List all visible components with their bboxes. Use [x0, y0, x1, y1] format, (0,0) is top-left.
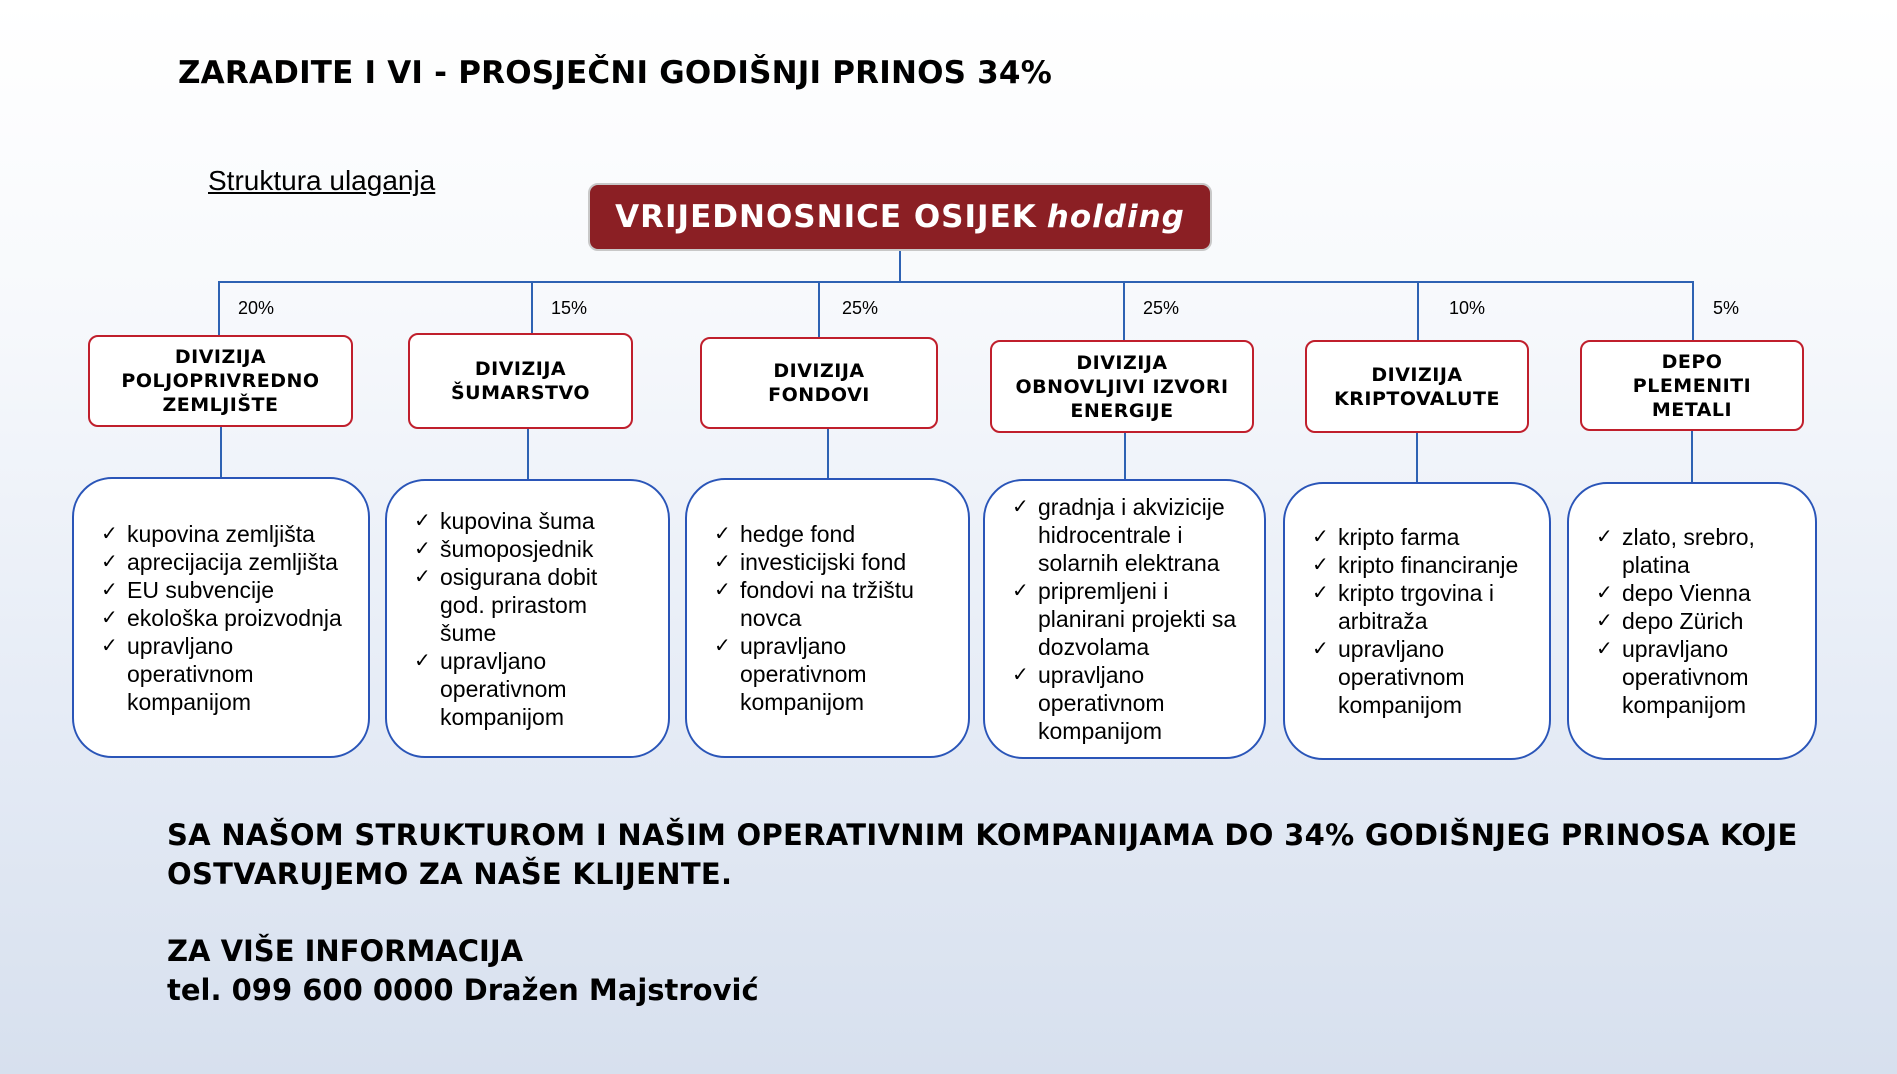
list-item [101, 576, 342, 604]
division-6-title: DEPO PLEMENITI METALI [1632, 350, 1752, 421]
division-5-percent: 10% [1449, 298, 1486, 318]
list-item [414, 563, 597, 647]
checkmark-icon: ✓ [1012, 580, 1029, 602]
holding-connector [899, 251, 901, 282]
holding-box [588, 183, 1212, 251]
checkmark-icon: ✓ [1012, 664, 1029, 686]
page-headline: ZARADITE I VI - PROSJEČNI GODIŠNJI PRINOS 34% [178, 55, 1052, 91]
checkmark-icon: ✓ [714, 579, 731, 601]
division-1-title: DIVIZIJA POLJOPRIVREDNO ZEMLJIŠTE [121, 346, 320, 416]
list-item-text: investicijski fond [740, 549, 907, 575]
list-item [1312, 635, 1518, 719]
list-item [1312, 579, 1518, 635]
info-title: ZA VIŠE INFORMACIJA [167, 934, 524, 968]
checkmark-icon: ✓ [101, 634, 118, 657]
checkmark-icon: ✓ [1596, 610, 1613, 632]
division-1-bottom-connector [220, 427, 222, 477]
contact-block [167, 932, 759, 1010]
list-item [101, 548, 342, 576]
list-item [714, 632, 914, 716]
list-item [101, 520, 342, 548]
footer-statement [167, 816, 1798, 894]
division-4-details [983, 479, 1266, 759]
list-item-text: upravljano operativnom kompanijom [740, 633, 867, 715]
division-1-top-connector [218, 281, 220, 335]
checkmark-icon: ✓ [714, 635, 731, 657]
list-item-text: upravljano operativnom kompanijom [1338, 636, 1465, 718]
division-4-top-connector [1123, 281, 1125, 340]
division-6-details [1567, 482, 1817, 760]
checkmark-icon: ✓ [1312, 526, 1329, 548]
division-2-top-connector [531, 281, 533, 333]
contact-line: tel. 099 600 0000 Dražen Majstrović [167, 973, 759, 1007]
list-item-text: pripremljeni i planirani projekti sa dozvolama [1038, 578, 1237, 660]
list-item [101, 632, 342, 716]
division-2-bottom-connector [527, 429, 529, 479]
checkmark-icon: ✓ [414, 537, 431, 560]
division-5-title: DIVIZIJA KRIPTOVALUTE [1334, 363, 1500, 410]
list-item-text: šumoposjednik [440, 535, 594, 562]
checkmark-icon: ✓ [414, 509, 431, 532]
division-5-top-connector [1417, 281, 1419, 340]
list-item [1012, 661, 1236, 745]
holding-suffix: holding [1046, 199, 1185, 235]
division-2-details [385, 479, 670, 758]
division-4-box [990, 340, 1254, 433]
footer-line-2: OSTVARUJEMO ZA NAŠE KLIJENTE. [167, 857, 733, 891]
division-6-percent: 5% [1713, 298, 1740, 318]
list-item-text: kripto trgovina i arbitraža [1338, 580, 1494, 634]
division-4-title: DIVIZIJA OBNOVLJIVI IZVORI ENERGIJE [1015, 351, 1229, 422]
list-item [414, 647, 597, 731]
division-6-top-connector [1692, 281, 1694, 340]
list-item-text: gradnja i akvizicije hidrocentrale i solarnih elektrana [1038, 494, 1225, 576]
list-item-text: kupovina šuma [440, 507, 595, 534]
checkmark-icon: ✓ [1596, 526, 1613, 548]
list-item-text: upravljano operativnom kompanijom [127, 632, 254, 715]
checkmark-icon: ✓ [101, 550, 118, 573]
list-item-text: depo Vienna [1622, 580, 1751, 606]
list-item [714, 576, 914, 632]
list-item-text: ekološka proizvodnja [127, 604, 342, 631]
list-item [414, 507, 597, 535]
division-1-details [72, 477, 370, 758]
list-item [1012, 493, 1236, 577]
checkmark-icon: ✓ [1312, 638, 1329, 660]
list-item-text: upravljano operativnom kompanijom [1622, 636, 1749, 718]
checkmark-icon: ✓ [714, 523, 731, 545]
list-item [714, 548, 914, 576]
list-item [1596, 579, 1755, 607]
division-4-bottom-connector [1124, 433, 1126, 479]
list-item-text: kupovina zemljišta [127, 520, 315, 547]
footer-line-1: SA NAŠOM STRUKTUROM I NAŠIM OPERATIVNIM KOMPANIJAMA DO 34% GODIŠNJEG PRINOSA KOJE [167, 818, 1798, 852]
checkmark-icon: ✓ [714, 551, 731, 573]
list-item-text: aprecijacija zemljišta [127, 548, 338, 575]
list-item [101, 604, 342, 632]
list-item [1012, 577, 1236, 661]
list-item [1312, 523, 1518, 551]
division-5-box [1305, 340, 1529, 433]
holding-name: VRIJEDNOSNICE OSIJEK [615, 199, 1037, 235]
list-item-text: depo Zürich [1622, 608, 1744, 634]
division-5-bottom-connector [1416, 433, 1418, 482]
list-item-text: hedge fond [740, 521, 856, 547]
checkmark-icon: ✓ [414, 565, 431, 588]
division-3-percent: 25% [842, 298, 879, 318]
list-item [714, 520, 914, 548]
list-item-text: fondovi na tržištu novca [740, 577, 914, 631]
division-2-percent: 15% [551, 298, 588, 318]
horizontal-connector [218, 281, 1693, 283]
checkmark-icon: ✓ [1596, 638, 1613, 660]
division-2-title: DIVIZIJA ŠUMARSTVO [450, 358, 591, 404]
division-1-box [88, 335, 353, 427]
checkmark-icon: ✓ [1312, 554, 1329, 576]
checkmark-icon: ✓ [1312, 582, 1329, 604]
list-item-text: kripto farma [1338, 524, 1460, 550]
division-6-box [1580, 340, 1804, 431]
list-item-text: upravljano operativnom kompanijom [440, 647, 567, 730]
list-item [1596, 523, 1755, 579]
structure-subtitle: Struktura ulaganja [208, 165, 436, 196]
list-item [1596, 607, 1755, 635]
list-item [1596, 635, 1755, 719]
checkmark-icon: ✓ [1596, 582, 1613, 604]
checkmark-icon: ✓ [101, 578, 118, 601]
division-3-box [700, 337, 938, 429]
division-6-bottom-connector [1691, 431, 1693, 482]
checkmark-icon: ✓ [414, 649, 431, 672]
checkmark-icon: ✓ [101, 522, 118, 545]
list-item-text: zlato, srebro, platina [1622, 524, 1755, 578]
division-2-box [408, 333, 633, 429]
checkmark-icon: ✓ [101, 606, 118, 629]
list-item-text: EU subvencije [127, 576, 275, 603]
division-3-top-connector [818, 281, 820, 337]
list-item [414, 535, 597, 563]
division-3-bottom-connector [827, 429, 829, 478]
division-5-details [1283, 482, 1551, 760]
division-3-details [685, 478, 970, 758]
list-item [1312, 551, 1518, 579]
division-1-percent: 20% [238, 298, 275, 318]
list-item-text: kripto financiranje [1338, 552, 1519, 578]
checkmark-icon: ✓ [1012, 496, 1029, 518]
list-item-text: upravljano operativnom kompanijom [1038, 662, 1165, 744]
list-item-text: osigurana dobit god. prirastom šume [440, 563, 598, 646]
division-4-percent: 25% [1143, 298, 1180, 318]
division-3-title: DIVIZIJA FONDOVI [768, 360, 870, 406]
